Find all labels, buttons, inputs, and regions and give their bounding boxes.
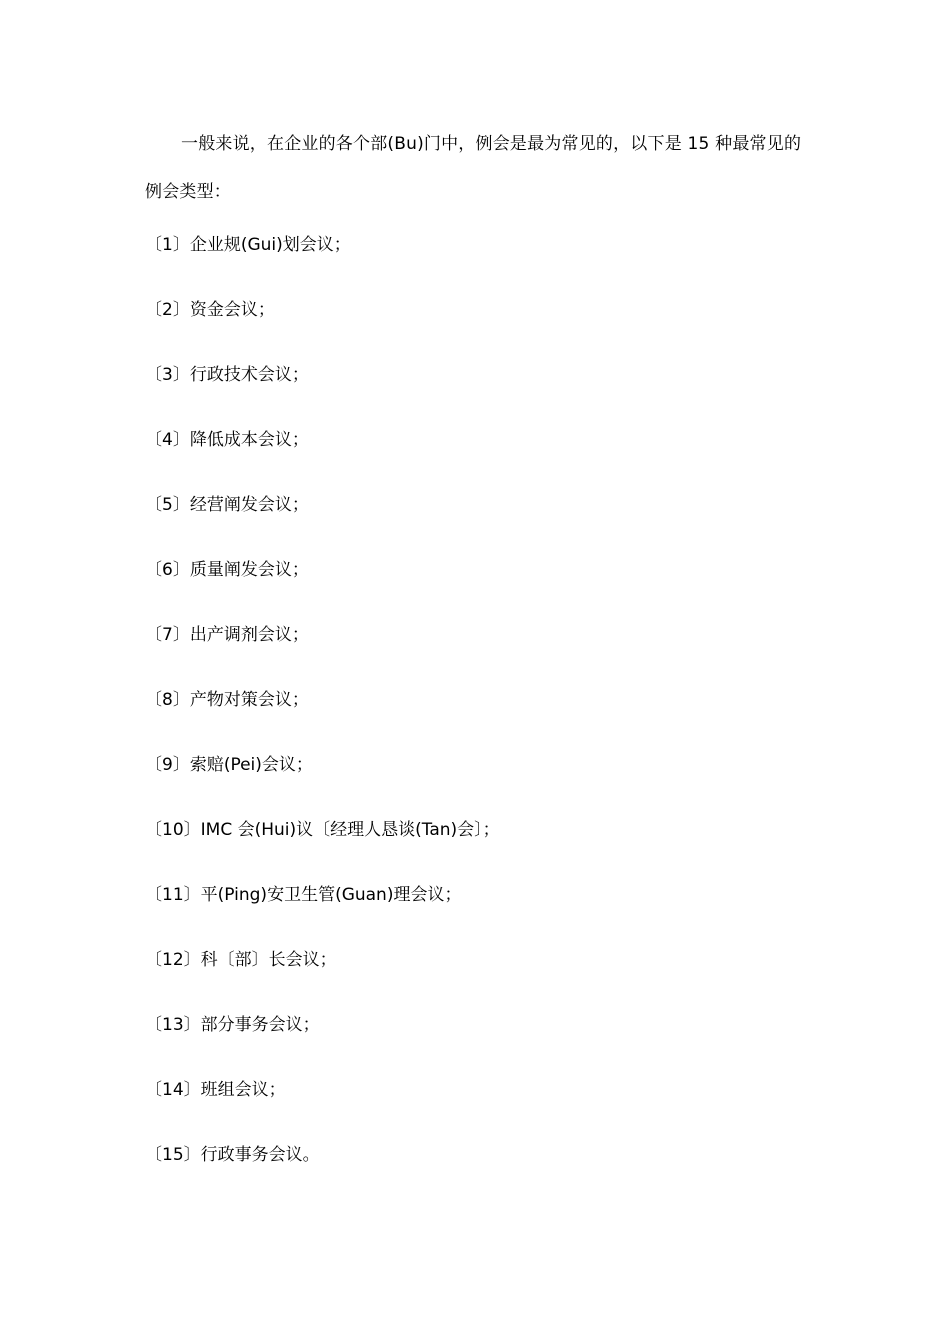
list-item: 〔6〕质量阐发会议； [145, 560, 309, 580]
list-item: 〔7〕出产调剂会议； [145, 625, 309, 645]
list-item: 〔4〕降低成本会议； [145, 430, 309, 450]
list-item: 〔9〕索赔(Pei)会议； [145, 755, 313, 775]
list-item: 〔1〕企业规(Gui)划会议； [145, 235, 351, 255]
list-item: 〔3〕行政技术会议； [145, 365, 309, 385]
list-item: 〔8〕产物对策会议； [145, 690, 309, 710]
list-item: 〔10〕IMC 会(Hui)议〔经理人恳谈(Tan)会〕； [145, 820, 500, 840]
intro-paragraph: 一般来说，在企业的各个部(Bu)门中，例会是最为常见的，以下是 15 种最常见的例会类型： [145, 134, 802, 202]
list-item: 〔2〕资金会议； [145, 300, 275, 320]
list-item: 〔13〕部分事务会议； [145, 1015, 320, 1035]
list-item: 〔5〕经营阐发会议； [145, 495, 309, 515]
list-item: 〔11〕平(Ping)安卫生管(Guan)理会议； [145, 885, 462, 905]
list-item: 〔14〕班组会议； [145, 1080, 286, 1100]
list-item: 〔15〕行政事务会议。 [145, 1145, 320, 1165]
list-item: 〔12〕科〔部〕长会议； [145, 950, 337, 970]
meeting-type-list [145, 225, 500, 1200]
